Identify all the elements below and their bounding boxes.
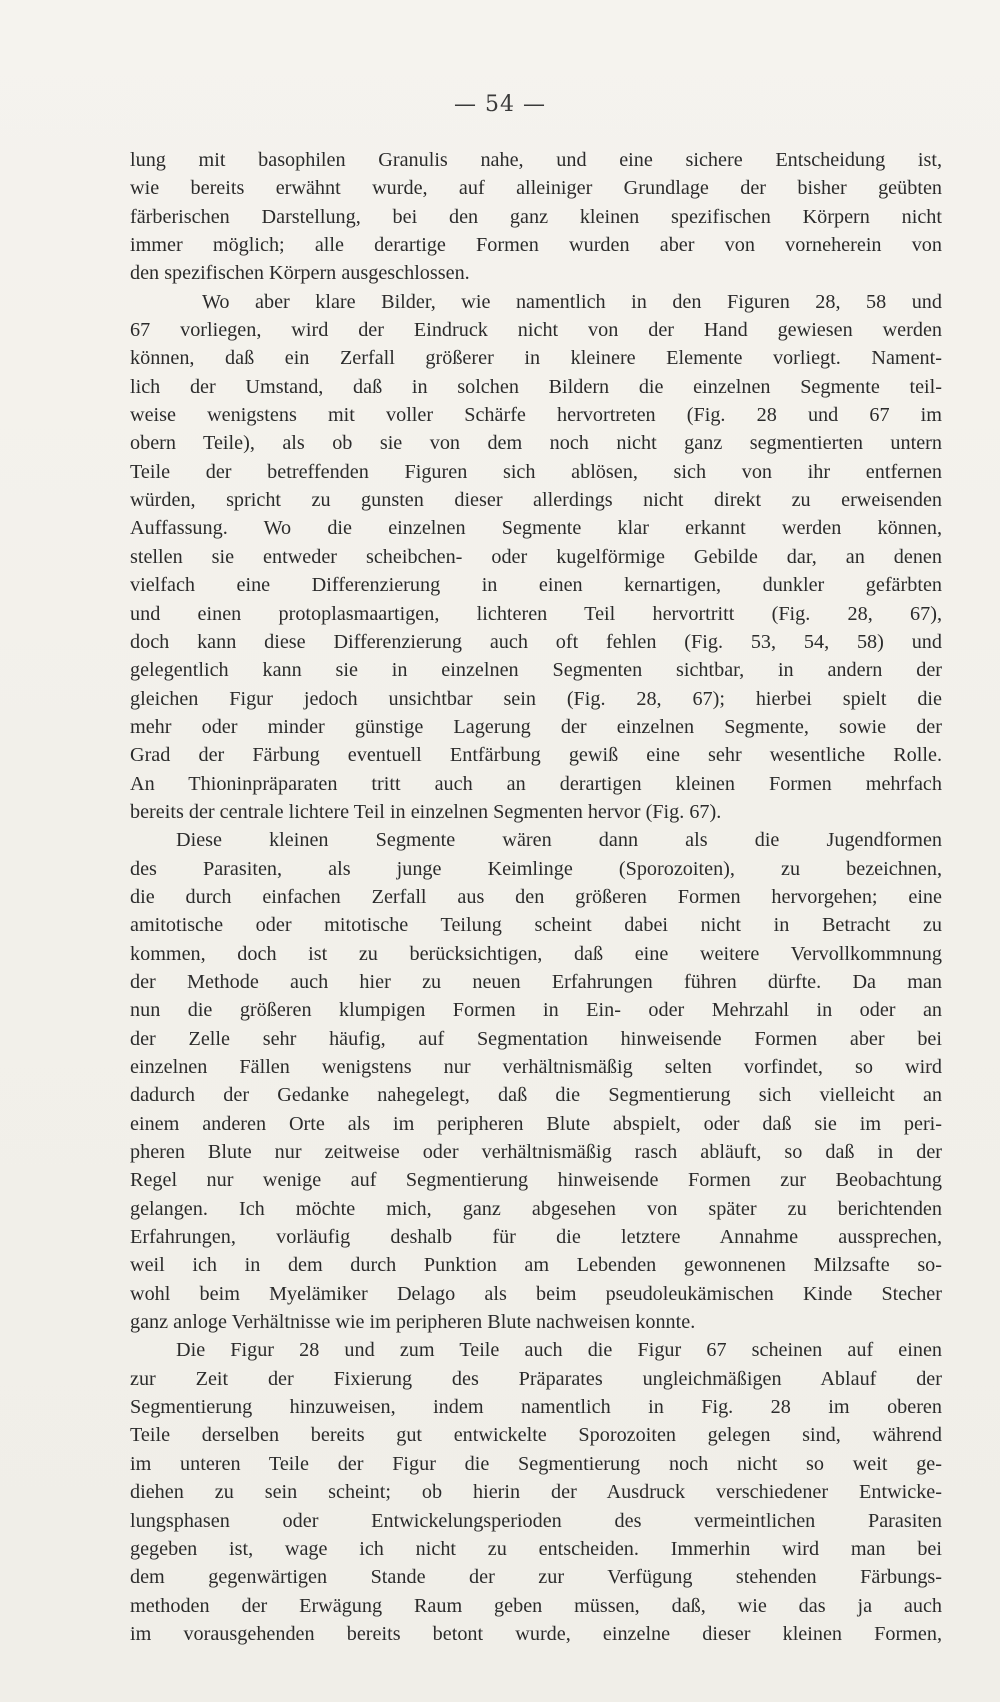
- text-line: im unteren Teile der Figur die Segmentierung noch nicht so weit ge-: [130, 1452, 942, 1475]
- text-line: 67 vorliegen, wird der Eindruck nicht von der Hand gewiesen werden: [130, 319, 942, 342]
- text-line: doch kann diese Differenzierung auch oft fehlen (Fig. 53, 54, 58) und: [130, 630, 942, 653]
- text-line: wohl beim Myelämiker Delago als beim pseudoleukämischen Kinde Stecher: [130, 1282, 942, 1305]
- text-line: kommen, doch ist zu berücksichtigen, daß eine weitere Vervollkommnung: [130, 942, 942, 965]
- text-line: können, daß ein Zerfall größerer in kleinere Elemente vorliegt. Nament-: [130, 347, 942, 370]
- text-line: des Parasiten, als junge Keimlinge (Sporozoiten), zu bezeichnen,: [130, 857, 942, 880]
- text-line: gegeben ist, wage ich nicht zu entscheiden. Immerhin wird man bei: [130, 1537, 942, 1560]
- text-line: einzelnen Fällen wenigstens nur verhältnismäßig selten vorfindet, so wird: [130, 1056, 942, 1078]
- text-line: Grad der Färbung eventuell Entfärbung gewiß eine sehr wesentliche Rolle.: [130, 744, 942, 767]
- text-line: die durch einfachen Zerfall aus den größeren Formen hervorgehen; eine: [130, 885, 942, 908]
- text-line: immer möglich; alle derartige Formen wurden aber von vorneherein von: [130, 234, 942, 257]
- text-line: im vorausgehenden bereits betont wurde, einzelne dieser kleinen Formen,: [130, 1622, 942, 1645]
- text-line: vielfach eine Differenzierung in einen kernartigen, dunkler gefärbten: [130, 574, 942, 597]
- text-line: wie bereits erwähnt wurde, auf alleiniger Grundlage der bisher geübten: [130, 177, 942, 200]
- text-line: dadurch der Gedanke nahegelegt, daß die Segmentierung sich vielleicht an: [130, 1084, 942, 1107]
- text-line: lich der Umstand, daß in solchen Bildern die einzelnen Segmente teil-: [130, 375, 942, 398]
- text-line: Erfahrungen, vorläufig deshalb für die letztere Annahme aussprechen,: [130, 1226, 942, 1249]
- text-line: lung mit basophilen Granulis nahe, und eine sichere Entscheidung ist,: [130, 149, 942, 171]
- text-line: amitotische oder mitotische Teilung scheint dabei nicht in Betracht zu: [130, 914, 942, 937]
- text-line: diehen zu sein scheint; ob hierin der Ausdruck verschiedener Entwicke-: [130, 1481, 942, 1504]
- text-line: An Thioninpräparaten tritt auch an derartigen kleinen Formen mehrfach: [130, 772, 942, 795]
- text-line: Teile der betreffenden Figuren sich ablösen, sich von ihr entfernen: [130, 460, 942, 483]
- text-line: würden, spricht zu gunsten dieser allerdings nicht direkt zu erweisenden: [130, 489, 942, 512]
- text-line: den spezifischen Körpern ausgeschlossen.: [130, 262, 470, 285]
- text-line: Regel nur wenige auf Segmentierung hinweisende Formen zur Beobachtung: [130, 1169, 942, 1192]
- text-line: bereits der centrale lichtere Teil in einzelnen Segmenten hervor (Fig. 67).: [130, 800, 722, 823]
- text-line: methoden der Erwägung Raum geben müssen, daß, wie das ja auch: [130, 1594, 942, 1617]
- text-line: zur Zeit der Fixierung des Präparates ungleichmäßigen Ablauf der: [130, 1367, 942, 1390]
- text-line: weil ich in dem durch Punktion am Lebenden gewonnenen Milzsafte so-: [130, 1254, 942, 1277]
- text-line: nun die größeren klumpigen Formen in Ein- oder Mehrzahl in oder an: [130, 999, 942, 1022]
- text-line: ganz anloge Verhältnisse wie im peripheren Blute nachweisen konnte.: [130, 1311, 696, 1334]
- text-line: stellen sie entweder scheibchen- oder kugelförmige Gebilde dar, an denen: [130, 545, 942, 568]
- text-line: färberischen Darstellung, bei den ganz kleinen spezifischen Körpern nicht: [130, 205, 942, 228]
- text-line: Teile derselben bereits gut entwickelte Sporozoiten gelegen sind, während: [130, 1424, 942, 1447]
- text-line: Segmentierung hinzuweisen, indem namentlich in Fig. 28 im oberen: [130, 1396, 942, 1419]
- text-line: und einen protoplasmaartigen, lichteren Teil hervortritt (Fig. 28, 67),: [130, 602, 942, 625]
- body-text: [130, 146, 942, 1648]
- text-line: gleichen Figur jedoch unsichtbar sein (Fig. 28, 67); hierbei spielt die: [130, 687, 942, 710]
- text-line: gelegentlich kann sie in einzelnen Segmenten sichtbar, in andern der: [130, 659, 942, 682]
- text-line: Diese kleinen Segmente wären dann als die Jugendformen: [176, 829, 942, 852]
- text-line: mehr oder minder günstige Lagerung der einzelnen Segmente, sowie der: [130, 715, 942, 738]
- text-line: weise wenigstens mit voller Schärfe hervortreten (Fig. 28 und 67 im: [130, 404, 942, 427]
- text-line: obern Teile), als ob sie von dem noch nicht ganz segmentierten untern: [130, 432, 942, 455]
- text-line: einem anderen Orte als im peripheren Blute abspielt, oder daß sie im peri-: [130, 1112, 942, 1135]
- text-line: Auffassung. Wo die einzelnen Segmente klar erkannt werden können,: [130, 517, 942, 540]
- text-line: Die Figur 28 und zum Teile auch die Figur 67 scheinen auf einen: [176, 1339, 942, 1362]
- text-line: dem gegenwärtigen Stande der zur Verfügung stehenden Färbungs-: [130, 1566, 942, 1589]
- text-line: pheren Blute nur zeitweise oder verhältnismäßig rasch abläuft, so daß in der: [130, 1141, 942, 1164]
- text-line: der Methode auch hier zu neuen Erfahrungen führen dürfte. Da man: [130, 970, 942, 993]
- page-number: — 54 —: [454, 92, 546, 117]
- text-line: gelangen. Ich möchte mich, ganz abgesehen von später zu berichtenden: [130, 1197, 942, 1220]
- text-line: lungsphasen oder Entwickelungsperioden des vermeintlichen Parasiten: [130, 1509, 942, 1532]
- text-line: Wo aber klare Bilder, wie namentlich in den Figuren 28, 58 und: [202, 290, 942, 313]
- text-line: der Zelle sehr häufig, auf Segmentation hinweisende Formen aber bei: [130, 1027, 942, 1050]
